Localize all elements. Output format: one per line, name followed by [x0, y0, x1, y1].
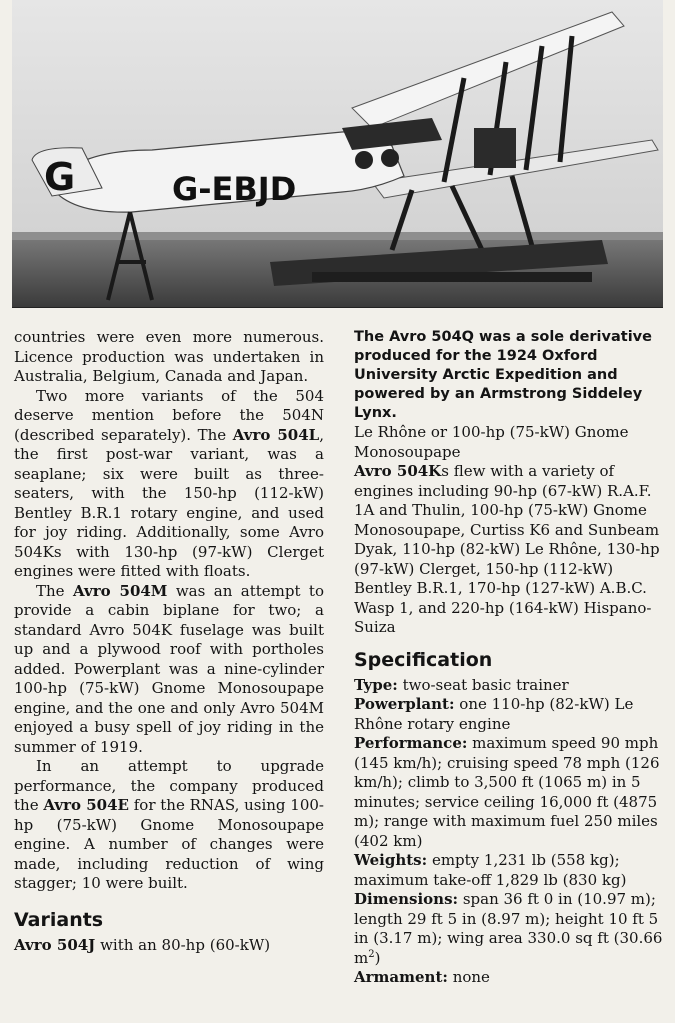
v1-rest: with an 80-hp (60-kW) [95, 935, 271, 954]
spec-weights [354, 851, 664, 890]
p2-text: Two more variants of the 504 deserve mention before the 504N (described separately). The [14, 386, 324, 444]
biplane-seaplane-photo-icon [12, 0, 663, 307]
spec-performance-value: maximum speed 90 mph (145 km/h); cruising speed 78 mph (126 km/h); climb to 3,500 ft (1065 m) in 5 minutes; service ceiling 16,000 ft (4875 m); range with maximum fuel 250 miles (402 km) [354, 734, 660, 850]
paragraph-504m [14, 582, 324, 758]
paragraph-504e [14, 757, 324, 894]
right-column [354, 328, 664, 988]
spec-weights-value: empty 1,231 lb (558 kg); maximum take-off 1,829 lb (830 kg) [354, 851, 627, 889]
variants-heading: Variants [14, 908, 104, 931]
spec-performance-label: Performance: [354, 734, 468, 752]
avro-504m-label: Avro 504M [72, 581, 168, 600]
spec-armament [354, 968, 664, 988]
p2-rest: , the first post-war variant, was a seaplane; six were built as three-seaters, with the 150-hp (112-kW) Bentley B.R.1 rotary engine, and used for joy riding. Additionally, some Avro 504Ks with 130-hp (97-kW) Clerget engines were fitted with floats. [14, 425, 324, 580]
photo-caption: The Avro 504Q was a sole derivative produced for the 1924 Oxford University Arctic Expedition and powered by an Armstrong Siddeley Lynx. [354, 329, 652, 421]
paragraph-licence: countries were even more numerous. Licence production was undertaken in Australia, Belgium, Canada and Japan. [14, 328, 324, 385]
p4-pre: In an attempt to upgrade performance, the company produced the [14, 757, 324, 814]
p3-pre: The [36, 581, 73, 600]
spec-type-label: Type: [354, 675, 398, 694]
spec-type [354, 676, 664, 696]
paragraph-504l [14, 387, 324, 582]
spec-powerplant-label: Powerplant: [354, 695, 455, 713]
spec-dimensions-label: Dimensions: [354, 890, 459, 908]
left-column [14, 328, 324, 955]
specification-heading: Specification [354, 648, 493, 671]
avro-504k-label: Avro 504K [354, 462, 442, 480]
spec-dimensions [354, 890, 664, 968]
registration-text: G-EBJD [172, 170, 297, 208]
spec-dimensions-value: span 36 ft 0 in (10.97 m); length 29 ft 5 in (8.97 m); height 10 ft 5 in (3.17 m); wing area 330.0 sq ft (30.66 m [354, 890, 663, 967]
p3-rest: was an attempt to provide a cabin biplane for two; a standard Avro 504K fuselage was built up and a plywood roof with portholes added. Powerplant was a nine-cylinder 100-hp (75-kW) Gnome Monosoupape engine, and the one and only Avro 504M enjoyed a busy spell of joy riding in the summer of 1919. [14, 581, 324, 756]
spec-performance [354, 734, 664, 851]
spec-armament-label: Armament: [354, 968, 448, 986]
avro-504j-label: Avro 504J [14, 935, 96, 954]
spec-powerplant-value: one 110-hp (82-kW) Le Rhône rotary engine [354, 695, 634, 733]
squared-superscript: 2 [368, 948, 375, 960]
tail-letter: G [44, 155, 76, 199]
spec-armament-value: none [447, 968, 490, 986]
avro-504l-label: Avro 504L [232, 425, 320, 444]
p4-rest: for the RNAS, using 100-hp (75-kW) Gnome Monosoupape engine. A number of changes were made, including reduction of wing stagger; 10 were built. [14, 796, 325, 892]
v2-rest: s flew with a variety of engines including 90-hp (67-kW) R.A.F. 1A and Thulin, 100-hp (75-kW) Gnome Monosoupape, Curtiss K6 and Sunbeam Dyak, 110-hp (82-kW) Le Rhône, 130-hp (97-kW) Clerget, 150-hp (112-kW) Bentley B.R.1, 170-hp (127-kW) A.B.C. Wasp 1, and 220-hp (164-kW) Hispano-Suiza [354, 462, 660, 636]
spec-type-value: two-seat basic trainer [397, 675, 569, 694]
variant-504j-continued: Le Rhône or 100-hp (75-kW) Gnome Monosoupape [354, 423, 629, 461]
spec-powerplant [354, 695, 664, 734]
spec-dimensions-end: ) [374, 948, 381, 967]
variant-504k [354, 462, 664, 638]
variant-504j [14, 936, 324, 956]
spec-weights-label: Weights: [354, 851, 428, 869]
avro-504e-label: Avro 504E [43, 796, 129, 814]
aircraft-photo [12, 0, 663, 308]
